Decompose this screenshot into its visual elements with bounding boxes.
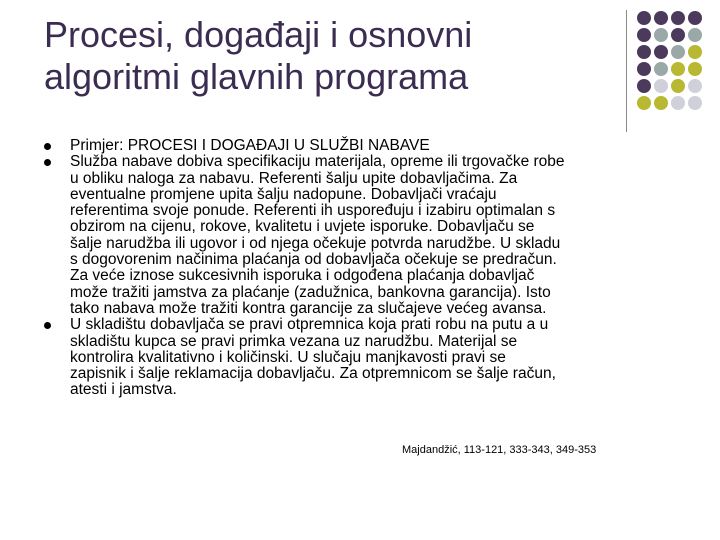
- vertical-divider-line: [626, 10, 627, 132]
- decorative-dot: [671, 11, 685, 25]
- decorative-dot: [688, 96, 702, 110]
- decorative-dot: [637, 96, 651, 110]
- decorative-dot: [688, 28, 702, 42]
- bullet-line: šalje narudžba ili ugovor i od njega očekuje potvrda narudžbe. U skladu: [70, 234, 561, 252]
- decorative-dot: [637, 62, 651, 76]
- bullet-line: može tražiti jamstva za plaćanje (zadužnica, bankovna garancija). Isto: [70, 283, 551, 301]
- bullet-text: [70, 154, 674, 317]
- decorative-dot: [637, 45, 651, 59]
- slide-title-line: algoritmi glavnih programa: [44, 56, 469, 97]
- decorative-dot: [688, 62, 702, 76]
- bullet-text: [70, 138, 674, 154]
- decorative-dot: [671, 96, 685, 110]
- bullet-item: [44, 317, 674, 398]
- decorative-dot: [688, 11, 702, 25]
- bullet-line: skladištu kupca se pravi primka vezana uz narudžbu. Materijal se: [70, 332, 518, 350]
- decorative-dot-grid: [636, 10, 720, 114]
- decorative-dot: [637, 11, 651, 25]
- bullet-list: [44, 138, 674, 399]
- bullet-dot-icon: [44, 322, 51, 329]
- decorative-dot: [671, 79, 685, 93]
- decorative-dot: [637, 79, 651, 93]
- decorative-dot: [688, 45, 702, 59]
- bullet-dot-icon: [44, 143, 51, 150]
- decorative-dot: [671, 62, 685, 76]
- bullet-line: Za veće iznose sukcesivnih isporuka i odgođena plaćanja dobavljač: [70, 267, 535, 285]
- slide-title: [44, 14, 604, 98]
- slide-title-line: Procesi, događaji i osnovni: [44, 14, 473, 55]
- bullet-line: referentima svoje ponude. Referenti ih uspoređuju i izabiru optimalan s: [70, 202, 556, 220]
- decorative-dot: [688, 79, 702, 93]
- bullet-text: [70, 317, 674, 398]
- bullet-line: obzirom na cijenu, rokove, kvalitetu i uvjete isporuke. Dobavljaču se: [70, 218, 535, 236]
- bullet-dot-icon: [44, 159, 51, 166]
- decorative-dot: [654, 96, 668, 110]
- bullet-line: tako nabava može tražiti kontra garancije za slučajeve većeg avansa.: [70, 299, 547, 317]
- bullet-line: eventualne promjene upita šalju nadopune. Dobavljači vraćaju: [70, 185, 497, 203]
- decorative-dot: [654, 11, 668, 25]
- bullet-line: s dogovorenim načinima plaćanja od dobavljača očekuje se predračun.: [70, 251, 557, 269]
- decorative-dot: [654, 45, 668, 59]
- bullet-line: u obliku naloga za nabavu. Referenti šalju upite dobavljačima. Za: [70, 169, 518, 187]
- bullet-line: Služba nabave dobiva specifikaciju materijala, opreme ili trgovačke robe: [70, 153, 565, 171]
- bullet-line: U skladištu dobavljača se pravi otpremnica koja prati robu na putu a u: [70, 316, 549, 334]
- decorative-dot: [671, 28, 685, 42]
- bullet-line: atesti i jamstva.: [70, 381, 177, 399]
- bullet-item: [44, 138, 674, 154]
- decorative-dot: [654, 79, 668, 93]
- decorative-dot: [671, 45, 685, 59]
- bullet-line: zapisnik i šalje reklamacija dobavljaču. Za otpremnicom se šalje račun,: [70, 365, 556, 383]
- bullet-line: kontrolira kvalitativno i količinski. U slučaju manjkavosti pravi se: [70, 348, 506, 366]
- bullet-item: [44, 154, 674, 317]
- bullet-line: Primjer: PROCESI I DOGAĐAJI U SLUŽBI NABAVE: [70, 137, 430, 154]
- source-reference: Majdandžić, 113-121, 333-343, 349-353: [402, 444, 597, 456]
- decorative-dot: [637, 28, 651, 42]
- decorative-dot: [654, 62, 668, 76]
- decorative-dot: [654, 28, 668, 42]
